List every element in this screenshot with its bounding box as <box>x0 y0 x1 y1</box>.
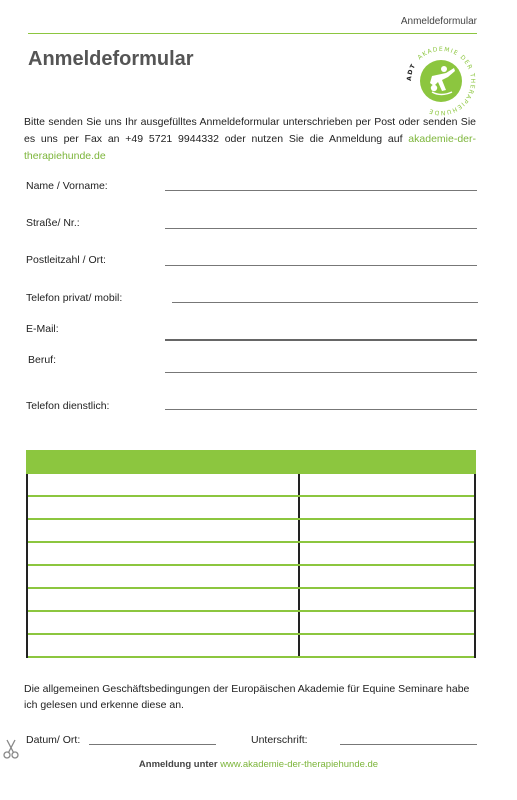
course-table <box>26 450 476 658</box>
email-field[interactable] <box>165 339 477 341</box>
terms-text: Die allgemeinen Geschäftsbedingungen der Europäischen Akademie für Equine Seminare habe ich gelesen und erkenne diese an. <box>24 683 470 711</box>
table-cell-left[interactable] <box>28 520 300 541</box>
table-cell-right[interactable] <box>300 566 474 587</box>
table-cell-left[interactable] <box>28 497 300 518</box>
footer <box>0 759 517 770</box>
footer-link[interactable]: www.akademie-der-therapiehunde.de <box>220 759 379 770</box>
table-cell-right[interactable] <box>300 497 474 518</box>
table-cell-left[interactable] <box>28 543 300 564</box>
table-cell-right[interactable] <box>300 612 474 633</box>
scissors-icon <box>2 738 20 760</box>
running-header: Anmeldeformular <box>400 16 477 27</box>
date-place-label: Datum/ Ort: <box>26 734 81 746</box>
table-cell-left[interactable] <box>28 635 300 656</box>
signature-field[interactable] <box>340 744 477 745</box>
table-cell-right[interactable] <box>300 589 474 610</box>
field-label-phone-private: Telefon privat/ mobil: <box>26 292 123 304</box>
signature-label: Unterschrift: <box>251 734 308 746</box>
table-cell-left[interactable] <box>28 474 300 495</box>
field-label-phone-work: Telefon dienstlich: <box>26 400 110 412</box>
table-row <box>28 566 474 589</box>
table-cell-right[interactable] <box>300 635 474 656</box>
table-row <box>28 635 474 658</box>
intro-text: Bitte senden Sie uns Ihr ausgefülltes Anmeldeformular unterschrieben per Post oder senden Sie es uns per Fax an +49 5721 9944332 oder nutzen Sie die Anmeldung auf <box>24 116 476 145</box>
intro-paragraph <box>24 114 476 165</box>
table-cell-right[interactable] <box>300 543 474 564</box>
table-cell-left[interactable] <box>28 589 300 610</box>
table-cell-right[interactable] <box>300 474 474 495</box>
field-label-postcode: Postleitzahl / Ort: <box>26 254 106 266</box>
date-place-field[interactable] <box>89 744 216 745</box>
field-label-profession: Beruf: <box>28 354 57 366</box>
field-label-email: E-Mail: <box>26 323 59 335</box>
table-header-bar <box>26 450 476 474</box>
table-row <box>28 474 474 497</box>
page-title: Anmeldeformular <box>28 48 194 70</box>
name-field[interactable] <box>165 190 477 191</box>
phone-private-field[interactable] <box>172 302 478 303</box>
logo-ring-text: AKADEMIE DER THERAPIEHUNDE <box>416 45 477 117</box>
table-row <box>28 497 474 520</box>
table-body <box>26 474 476 658</box>
table-cell-right[interactable] <box>300 520 474 541</box>
table-cell-left[interactable] <box>28 566 300 587</box>
field-label-name: Name / Vorname: <box>26 180 108 192</box>
website-link[interactable]: akademie-der-therapiehunde.de <box>24 133 476 162</box>
academy-logo <box>402 42 480 120</box>
postcode-field[interactable] <box>165 265 477 266</box>
header-rule <box>28 33 477 34</box>
table-cell-left[interactable] <box>28 612 300 633</box>
table-row <box>28 520 474 543</box>
street-field[interactable] <box>165 228 477 229</box>
footer-lead: Anmeldung unter <box>138 759 218 770</box>
logo-badge: ADT <box>405 62 418 82</box>
field-label-street: Straße/ Nr.: <box>26 217 80 229</box>
phone-work-field[interactable] <box>165 409 477 410</box>
profession-field[interactable] <box>165 372 477 373</box>
table-row <box>28 543 474 566</box>
table-row <box>28 589 474 612</box>
table-row <box>28 612 474 635</box>
